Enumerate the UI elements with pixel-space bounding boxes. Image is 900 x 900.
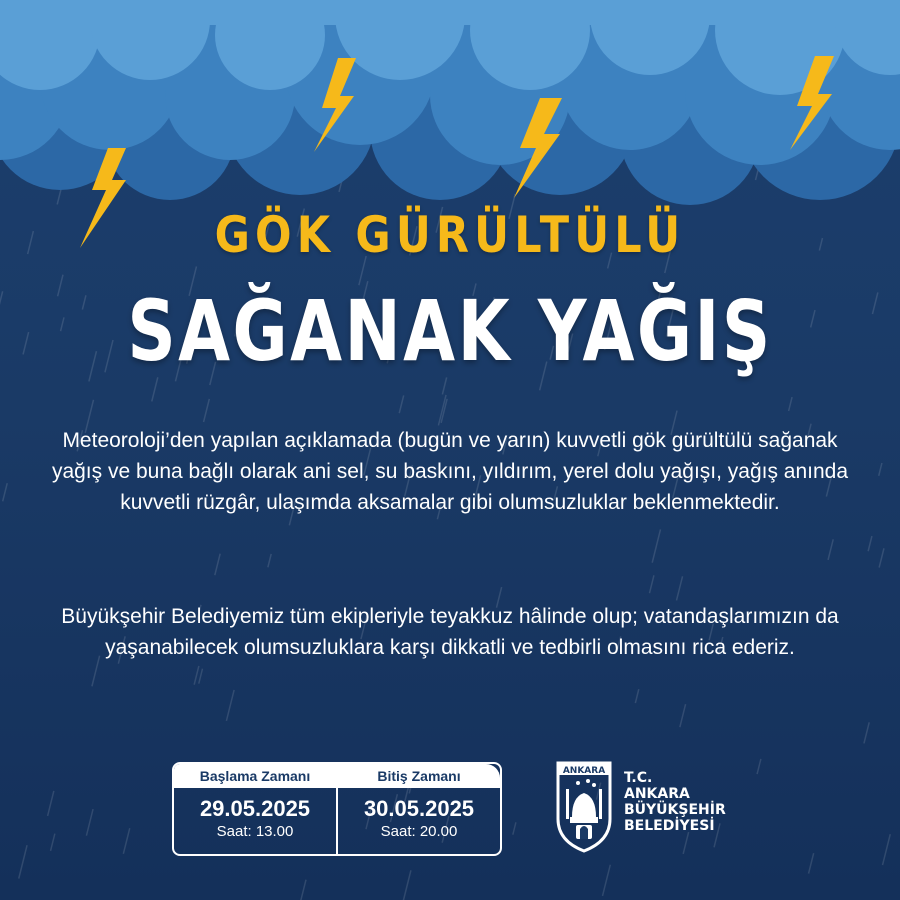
rain-drop (789, 397, 792, 411)
end-time-column (336, 764, 500, 854)
rain-drop (872, 292, 877, 314)
schedule-box (172, 762, 502, 856)
rain-drop (883, 834, 891, 865)
headline-thunderstorm: GÖK GÜRÜLTÜLÜ (214, 206, 686, 264)
end-hour: Saat: 20.00 (380, 823, 458, 840)
rain-drop (61, 317, 64, 331)
rain-drop (268, 554, 271, 567)
start-hour: Saat: 13.00 (216, 823, 294, 840)
rain-drop (879, 463, 882, 476)
rain-drop (215, 554, 220, 575)
start-time-label: Başlama Zamanı (174, 764, 336, 788)
warning-paragraph: Meteoroloji’den yapılan açıklamada (bugün ve yarın) kuvvetli gök gürültülü sağanak yağış ve buna bağlı olarak ani sel, su baskını, yıldırım, yerel dolu yağışı, yağış anında kuvvetli rüzgâr, ulaşımda aksamalar gibi olumsuzluklar beklenmektedir. (51, 429, 849, 514)
rain-drop (199, 669, 203, 684)
rain-drop (0, 291, 3, 311)
rain-drop (513, 822, 516, 834)
advice-paragraph: Büyükşehir Belediyemiz tüm ekipleriyle teyakkuz hâlinde olup; vatandaşlarımızın da yaşanabilecek olumsuzluklara karşı dikkatli ve tedbirli olmasını rica ederiz. (61, 605, 839, 659)
municipality-name (624, 770, 726, 834)
org-line-municipality: BELEDİYESİ (624, 818, 715, 834)
emblem-text: ANKARA (562, 766, 606, 776)
end-date: 30.05.2025 (363, 796, 475, 821)
end-time-label: Bitiş Zamanı (338, 764, 500, 788)
rain-drop (652, 529, 660, 562)
rain-drop (152, 377, 158, 401)
rain-drop (864, 722, 869, 743)
rain-drop (868, 536, 872, 551)
rain-drop (86, 809, 93, 836)
rain-drop (828, 539, 833, 560)
rain-drop (811, 310, 815, 327)
rain-drop (809, 853, 814, 873)
rain-drop (635, 689, 638, 703)
rain-drop (204, 399, 210, 422)
org-line-metropolitan: BÜYÜKŞEHİR (624, 802, 726, 818)
rain-drop (123, 828, 129, 854)
rain-drop (19, 845, 27, 878)
headline-heavy-rain: SAĞANAK YAĞIŞ (127, 282, 773, 380)
rain-drop (82, 295, 86, 309)
rain-drop (603, 865, 611, 896)
rain-drop (442, 377, 446, 394)
rain-drop (403, 870, 411, 900)
rain-drop (194, 666, 199, 685)
rain-drop (23, 332, 29, 354)
rain-drop (757, 759, 761, 774)
start-time-column (174, 764, 336, 854)
rain-drop (51, 834, 55, 851)
rain-drop (3, 483, 8, 501)
rain-drop (399, 395, 403, 413)
rain-drop (683, 832, 688, 854)
rain-drop (226, 690, 234, 721)
rain-drop (58, 275, 63, 297)
start-date: 29.05.2025 (199, 796, 311, 821)
rain-drop (879, 548, 884, 567)
rain-drop (299, 880, 306, 900)
rain-drop (649, 575, 653, 593)
rain-drop (676, 576, 682, 600)
rain-drop (680, 704, 686, 727)
ankara-emblem-icon (554, 759, 614, 855)
org-line-ankara: ANKARA (624, 786, 690, 802)
org-line-tc: T.C. (624, 770, 653, 786)
rain-drop (48, 791, 54, 816)
